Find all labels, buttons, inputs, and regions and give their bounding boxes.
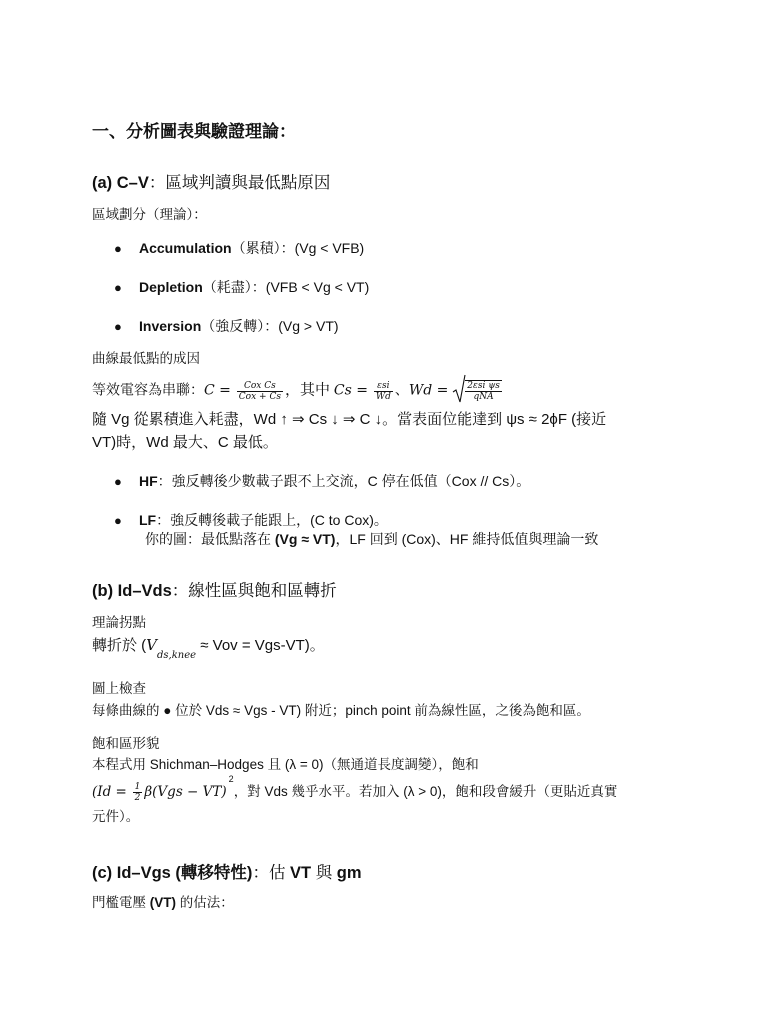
section-c-heading: (c) Id–Vgs (轉移特性)：估 VT 與 gm bbox=[92, 864, 362, 882]
page-title: 一、分析圖表與驗證理論： bbox=[92, 122, 296, 141]
saturation-equation: (Id = $\frac{1}{2}$ β(Vgs − VT)$^2$，對 Vds 幾乎水平。若加入 (λ > 0)，飽和段會緩升（更貼近真實 bbox=[92, 774, 618, 803]
list-item-lf-observation: 你的圖：最低點落在 (Vg ≈ VT)，LF 回到 (Cox)、HF 維持低值與理論一致 bbox=[145, 531, 599, 547]
saturation-text-cont: 元件）。 bbox=[92, 809, 140, 824]
list-item-lf: LF：強反轉後載子能跟上，(C to Cox)。 bbox=[139, 512, 388, 528]
saturation-text: 本程式用 Shichman–Hodges 且 (λ = 0)（無通道長度調變），飽和 bbox=[92, 757, 479, 772]
vt-estimate-label: 門檻電壓 (VT) 的估法： bbox=[92, 895, 234, 910]
section-b-heading: (b) Id–Vds：線性區與飽和區轉折 bbox=[92, 582, 337, 600]
list-item: Accumulation（累積）：(Vg < VFB) bbox=[139, 240, 365, 256]
bullet-dot: ● bbox=[114, 319, 122, 334]
check-text: 每條曲線的 ● 位於 Vds ≈ Vgs - VT) 附近；pinch point 前為線性區，之後為飽和區。 bbox=[92, 703, 590, 718]
sqrt-icon bbox=[452, 374, 466, 408]
bullet-dot: ● bbox=[114, 474, 122, 489]
bullet-dot: ● bbox=[114, 280, 122, 295]
region-label: 區域劃分（理論）： bbox=[92, 207, 207, 222]
list-item: Inversion（強反轉）：(Vg > VT) bbox=[139, 318, 339, 334]
section-a-heading bbox=[92, 169, 330, 193]
saturation-label: 飽和區形貌 bbox=[92, 736, 160, 751]
depletion-explanation: 隨 Vg 從累積進入耗盡，Wd ↑ ⇒ Cs ↓ ⇒ C ↓。當表面位能達到 ψs ≈ 2ϕF (接近 bbox=[92, 411, 607, 428]
bullet-dot: ● bbox=[114, 513, 122, 528]
list-item-hf: HF：強反轉後少數載子跟不上交流，C 停在低值（Cox // Cs）。 bbox=[139, 473, 531, 489]
series-capacitance-equation: 等效電容為串聯：C = $\frac{\text{Cox Cs}}{\text{Cox + Cs}}$ ，其中 Cs = $\frac{\text{εsi}}{Wd}$ 、Wd = $\frac{\text{2εsi ψs}}{\text{qNA}}$ bbox=[92, 374, 504, 408]
depletion-explanation-cont: VT)時，Wd 最大、C 最低。 bbox=[92, 434, 278, 451]
knee-label: 理論拐點 bbox=[92, 615, 146, 630]
knee-equation: 轉折於 ($V_{ds,knee}$ ≈ Vov = Vgs-VT)。 bbox=[92, 636, 325, 661]
min-point-label: 曲線最低點的成因 bbox=[92, 351, 200, 366]
check-label: 圖上檢查 bbox=[92, 681, 146, 696]
list-item: Depletion（耗盡）：(VFB < Vg < VT) bbox=[139, 279, 370, 295]
section-a-heading-bold: (a) C–V bbox=[92, 174, 149, 192]
bullet-dot: ● bbox=[114, 241, 122, 256]
section-a-heading-rest: ：區域判讀與最低點原因 bbox=[148, 174, 331, 192]
